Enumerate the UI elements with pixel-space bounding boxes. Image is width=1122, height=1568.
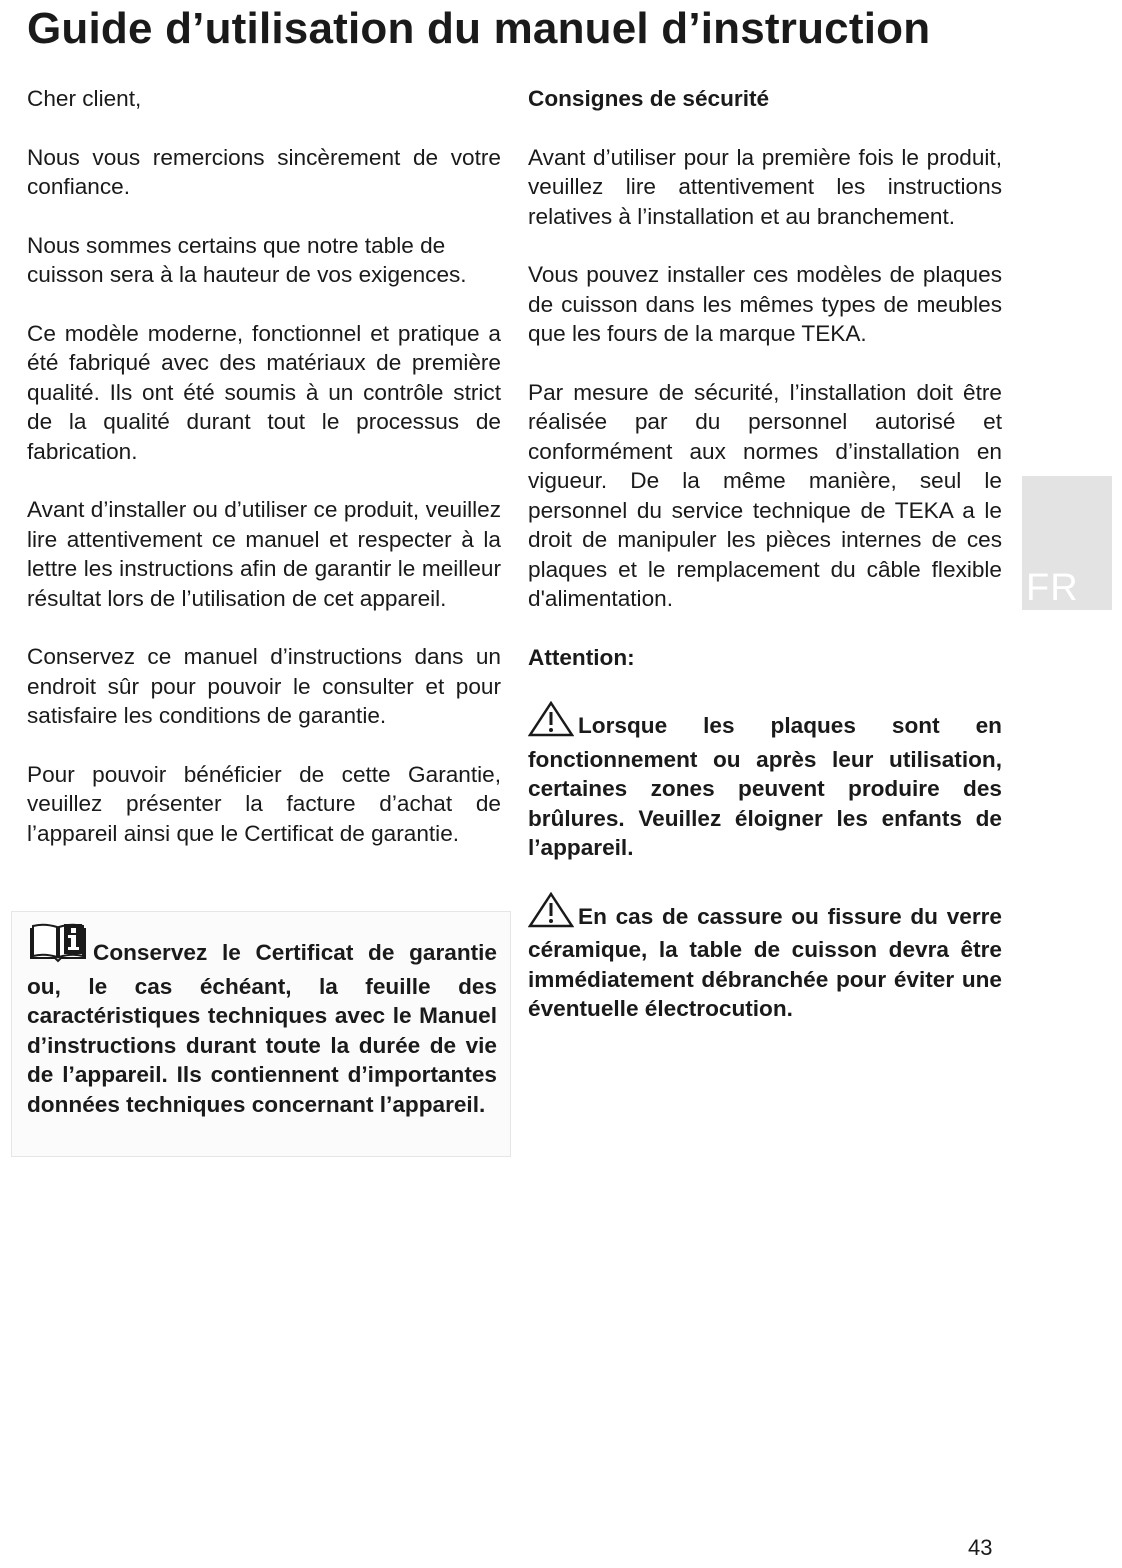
page-title: Guide d’utilisation du manuel d’instruction (27, 4, 931, 53)
intro-paragraph: Nous sommes certains que notre table de cuisson sera à la hauteur de vos exigences. (27, 232, 467, 287)
greeting: Cher client, (27, 86, 142, 111)
warning-triangle-icon (528, 892, 574, 936)
right-column (528, 84, 1002, 1053)
intro-paragraph: Conservez ce manuel d’instructions dans un endroit sûr pour pouvoir le consulter et pour satisfaire les conditions de garantie. (27, 644, 501, 728)
intro-paragraph: Avant d’installer ou d’utiliser ce produit, veuillez lire attentivement ce manuel et respecter à la lettre les instructions afin de garantir le meilleur résultat lors de l’utilisation de cet appareil. (27, 497, 501, 611)
warning-paragraph (528, 701, 1002, 863)
info-box-text: Conservez le Certificat de garantie ou, le cas échéant, la feuille des caractéristiques techniques avec le Manuel d’instructions durant toute la durée de vie de l’appareil. Ils contiennent d’importantes données techniques concernant l’appareil. (27, 940, 497, 1117)
manual-info-icon (27, 920, 89, 972)
intro-paragraph: Nous vous remercions sincèrement de votre confiance. (27, 144, 501, 199)
info-box-text-block (27, 920, 497, 1119)
warning-text: En cas de cassure ou fissure du verre céramique, la table de cuisson devra être immédiatement débranchée pour éviter une éventuelle électrocution. (528, 903, 1002, 1021)
warning-paragraph (528, 892, 1002, 1024)
warning-triangle-icon (528, 701, 574, 745)
language-tab-label: FR (1026, 567, 1079, 609)
intro-paragraph: Ce modèle moderne, fonctionnel et pratique a été fabriqué avec des matériaux de première qualité. Ils ont été soumis à un contrôle strict de la qualité durant tout le processus de fabrication. (27, 320, 501, 464)
safety-paragraph: Vous pouvez installer ces modèles de plaques de cuisson dans les mêmes types de meubles que les fours de la marque TEKA. (528, 262, 1002, 346)
page-number: 43 (968, 1535, 993, 1560)
left-column (27, 84, 501, 877)
safety-paragraph: Avant d’utiliser pour la première fois le produit, veuillez lire attentivement les instructions relatives à l’installation et au branchement. (528, 144, 1002, 229)
attention-heading: Attention: (528, 644, 635, 670)
safety-paragraph: Par mesure de sécurité, l’installation doit être réalisée par du personnel autorisé et conformément aux normes d’installation en vigueur. De la même manière, seul le personnel du service technique de TEKA a le droit de manipuler les pièces internes de ces plaques et le remplacement du câble flexible d'alimentation. (528, 379, 1002, 611)
section-heading: Consignes de sécurité (528, 86, 770, 111)
warning-text: Lorsque les plaques sont en fonctionnement ou après leur utilisation, certaines zones peuvent produire des brûlures. Veuillez éloigner les enfants de l’appareil. (528, 713, 1002, 860)
intro-paragraph: Pour pouvoir bénéficier de cette Garantie, veuillez présenter la facture d’achat de l’appareil ainsi que le Certificat de garantie. (27, 761, 501, 846)
